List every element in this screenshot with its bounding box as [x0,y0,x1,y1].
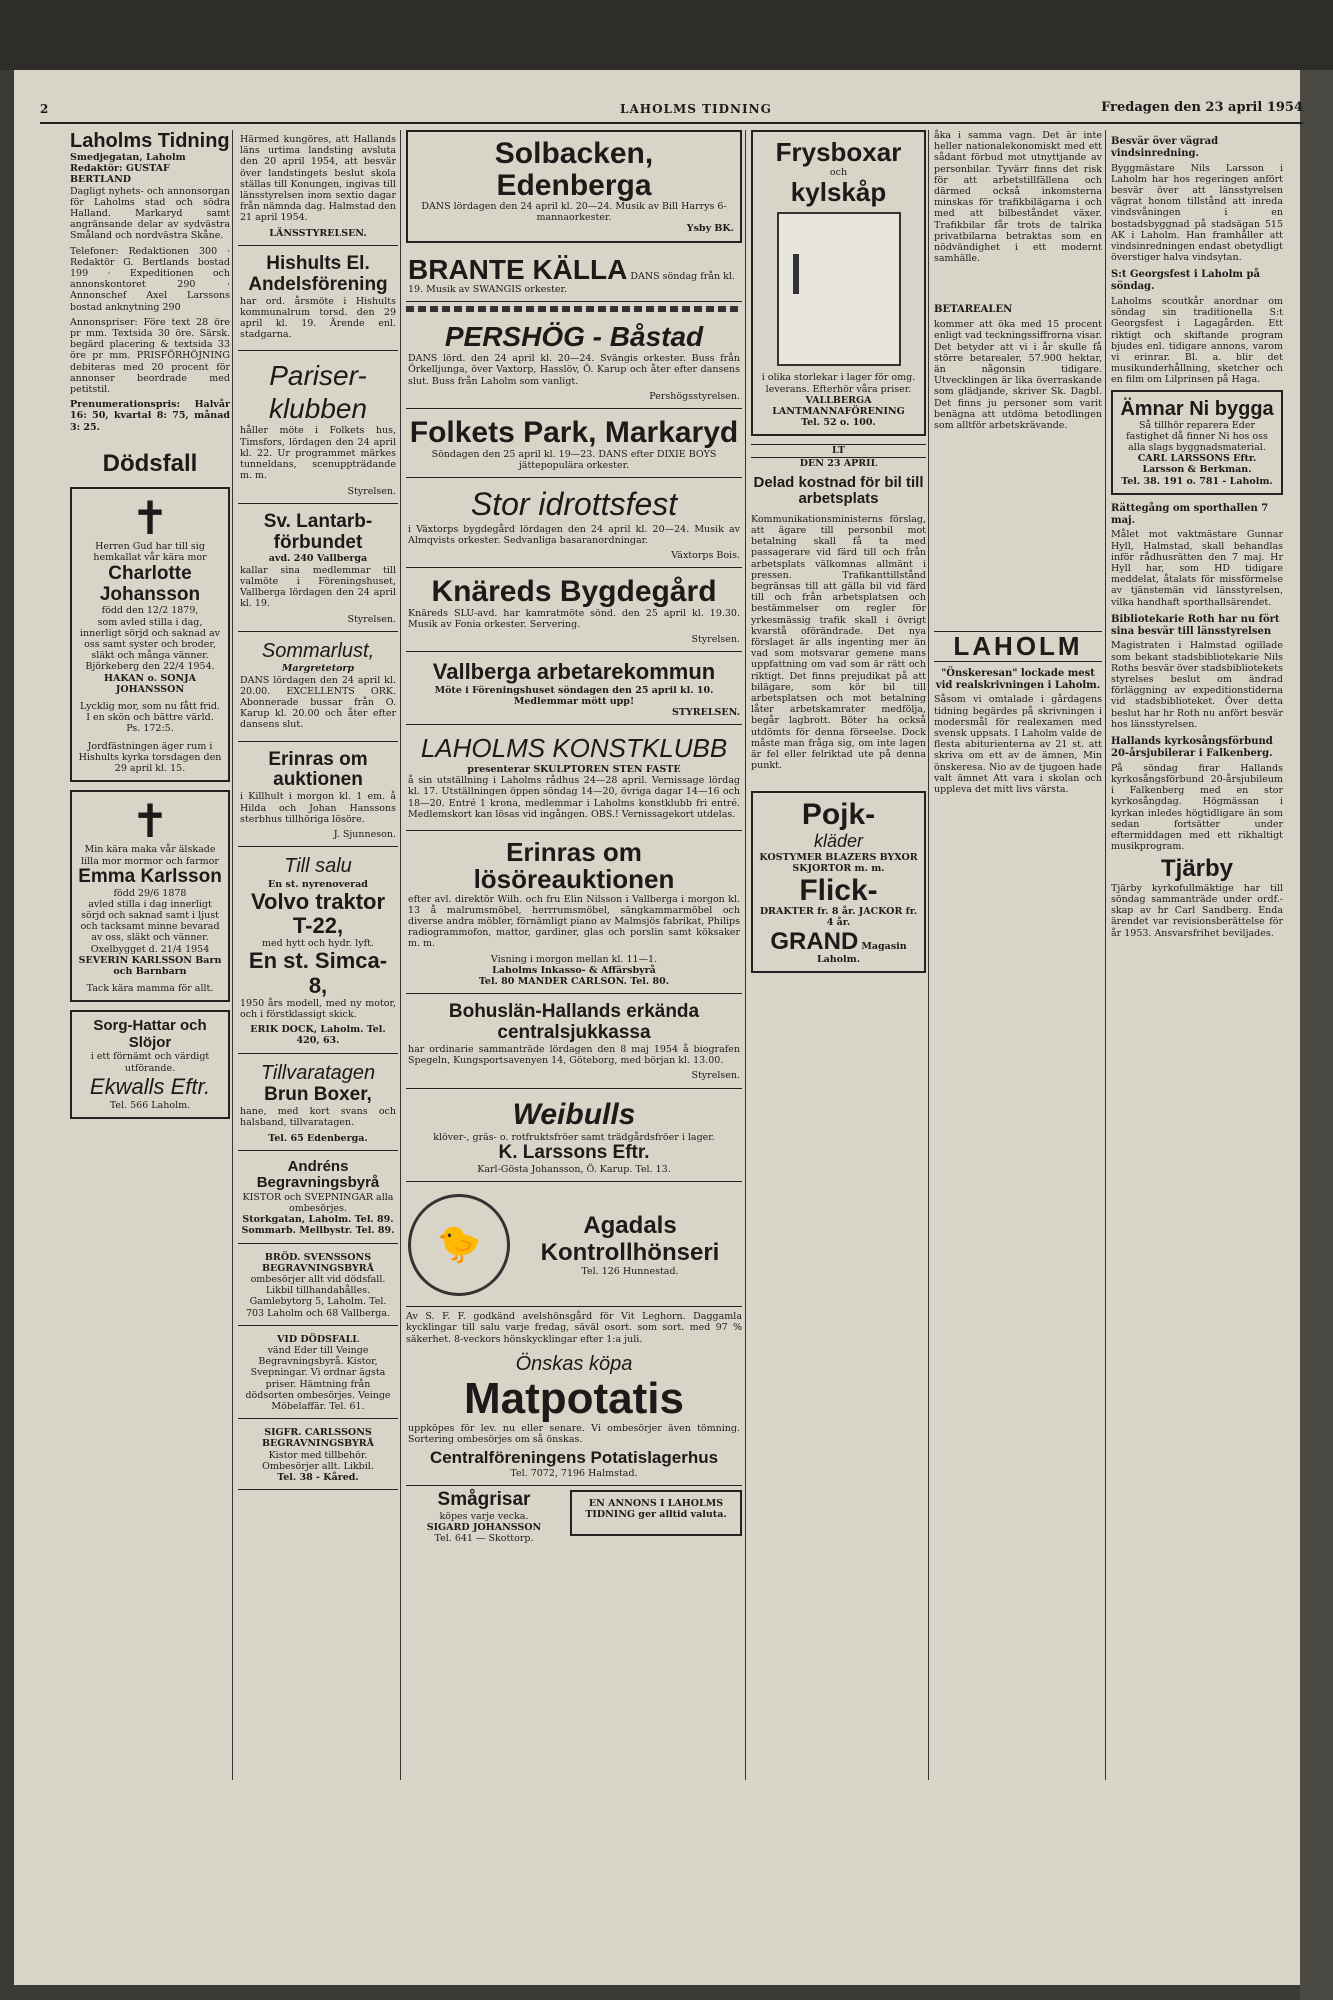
folkets-text: Söndagen den 25 april kl. 19—23. DANS efter DIXIE BOYS jättepopulära orkester. [431,448,717,471]
agadal-title: Agadals Kontrollhönseri [540,1212,720,1266]
weibulls-logo: Weibulls [512,1097,636,1131]
andrens-title: Andréns Begravningsbyrå [256,1157,380,1192]
masthead-subscription: Prenumerationspris: Halvår 16: 50, kvartal 8: 75, månad 3: 25. [70,399,230,433]
weibulls-sub: klöver-, gräs- o. rotfruktsfröer samt trädgårdsfröer i lager. [433,1131,715,1143]
auktion-sign: J. Sjunneson. [333,828,396,840]
annons-box [570,1490,742,1537]
dodsfall-text: vänd Eder till Veinge Begravningsbyrå. Kistor, Svepningar. Vi ordnar ägsta priser. Hämtning från dödsorten ombesörjes. Veinge Möbelaffär. Tel. 61. [245,1345,391,1413]
auktion-text: i Killhult i morgon kl. 1 em. å Hilda och Johan Hanssons sterbhus tillhöriga lösöre. [240,791,396,825]
losore-view: Visning i morgon mellan kl. 11—1. [490,953,658,965]
onskas-title: Önskas köpa [515,1352,633,1375]
tjarby-heading: Tjärby [1160,855,1234,883]
besvar-heading: Besvär över vägrad vindsinredning. [1111,136,1219,159]
grand-sub: Magasin Laholm. [816,940,907,965]
ekwalls-logo: Ekwalls Eftr. [89,1073,211,1099]
volvo-sub: med hytt och hydr. lyft. [262,938,374,950]
bibl-text: Magistraten i Halmstad ogillade som bekant stadsbibliotekarie Nils Roths besvär över stadsbibliotekets styrelses beslut om ändrad förläggning av expeditionstiderna vid stadsbiblioteket. Över detta beslut har hr Roth nu anfört besvär hos länsstyrelsen. [1111,640,1283,730]
tjarby-text: Tjärby kyrkofullmäktige har till söndag sammanträde under ordf.-skap av hr Carl Sandberg. Enda ärendet var revisionsberättelse för år 1953. Ansvarsfrihet beviljades. [1111,882,1283,939]
bohus-sign: Styrelsen. [691,1070,740,1082]
pariser-sign: Styrelsen. [347,485,396,497]
death-2-text: avled stilla i dag innerligt sörjd och saknad samt i ljust och tacksamt minne bevarad av oss, släkt och vänner. [80,898,220,944]
death-1-place: Björkeberg den 22/4 1954. [85,661,215,673]
masthead-desc: Dagligt nyhets- och annonsorgan för Laholms stad och södra Halland. Markaryd samt angränsande delar av sydvästra Småland och nordvästra Skåne. [70,185,230,242]
pojk-ad [751,791,926,972]
simca-title: En st. Simca-8, [248,948,388,998]
frys-text: i olika storlekar i lager för omg. leverans. Efterhör våra priser. [761,372,916,395]
svensson-text: ombesörjer allt vid dödsfall. Likbil tillhandahålles. Gamlebytorg 5, Laholm. Tel. 703 Laholm och 68 Vallberga. [245,1273,391,1319]
larssons-sub: Karl-Gösta Johansson, Ö. Karup. Tel. 13. [477,1164,671,1175]
losore-text: efter avl. direktör Wilh. och fru Elin Nilsson i Vallberga i morgon kl. 13 å malrumsmöbel, herrrumsmöbel, sängkammarmöbel och diverse andra möbler, förnämligt piano av Malmsjös fabrikat, Philips radiogrammofon, mattor, gardiner, glas och porslin samt köksaker m. m. [408,893,740,950]
knareds-title: Knäreds Bygdegård [431,575,717,609]
frys-seller: VALLBERGA LANTMANNAFÖRENING [772,394,905,417]
hishult-title: Hishults El. Andelsförening [248,252,388,295]
cross-icon: ✝ [130,491,170,546]
column-6 [1111,130,1283,943]
solbacken-title: Solbacken, Edenberga [494,137,654,202]
carlsson-text: Kistor med tillbehör. Ombesörjer allt. Likbil. [262,1449,374,1472]
bibl-heading: Bibliotekarie Roth har nu fört sina besvär till länsstyrelsen [1111,613,1280,637]
frys-title: Frysboxar [775,137,902,167]
lan-notice: Härmed kungöres, att Hallands läns urtima landsting avsluta den 20 april 1954, att besvär över landstingets beslut skola ställas till Konungen, ingivas till länsstyrelsen inom sextio dagar från nämnda dag. Halmstad den 21 april 1954. [240,134,396,224]
pershog-title: PERSHÖG - Båstad [444,321,704,353]
bygga-title: Ämnar Ni bygga [1120,397,1274,420]
vallberga-sign: STYRELSEN. [671,707,740,719]
carlsson-tel: Tel. 38 - Kåred. [277,1472,359,1484]
konst-text: å sin utställning i Laholms rådhus 24—28 april. Vernissage lördag kl. 17. Utställningen öppen söndag 14—20, övriga dagar 14—16 och 18—20. Entré 1 krona, medlemmar i Laholms konstklubb fri entré. Medlemskort kan lösas vid ingången. OBS.! Vernissagekort utdelas. [408,775,740,820]
lantarb-sign: Styrelsen. [347,613,396,625]
death-1-verse: Lycklig mor, som nu fått frid. I en skön och bättre värld. [80,701,220,724]
lantarb-text: kallar sina medlemmar till valmöte i Föreningshuset, Vallberga lördagen den 24 april kl. 19. [240,564,396,610]
sorg-title: Sorg-Hattar och Slöjor [93,1017,207,1051]
potatis-title: Matpotatis [464,1374,684,1424]
masthead-editor: Redaktör: GUSTAF BERTLAND [70,163,170,186]
delad-text: Kommunikationsministerns förslag, att ägare till personbil mot betalning skall få ta med passagerare vid färd till och från arbetsplats välkomnas allmänt i pressen. Trafikanttillstånd begränsas till att gälla bil vid färd till och från arbetsplatsen och bestämmelser om regler för yrkesmässig trafik skall i övrigt kvarstå oförändrade. Det nya förslaget är alls ingenting mer än vad som motsvarar gemene mans uppfattning om vad som är rätt och riktigt. Det finns prejudikat på att bilägare, som kör bil till arbetsplatsen och mot betalning låter arbetskamrater medfölja, begår lagbrott. Böter ha också utdömts för denna förseelse. Dock måste man fråga sig, om inte lagen är fel eller felriktad ute på denna punkt. [751,513,926,772]
bohus-text: har ordinarie sammanträde lördagen den 8 maj 1954 å biografen Spegeln, Kungsportsavenyen 14, Göteborg, med början kl. 13.00. [408,1043,740,1067]
pariser-text: håller möte i Folkets hus, Timsfors, lördagen den 24 april kl. 22. Ur programmet märkes tunneldans, scenuppträdande m. m. [240,425,396,482]
knareds-sign: Styrelsen. [691,634,740,646]
vallberga-text: Möte i Föreningshuset söndagen den 25 april kl. 10. Medlemmar mött upp! [434,684,714,707]
vallberga-title: Vallberga arbetarekommun [432,659,716,685]
death-1-born: född den 12/2 1879, [101,605,199,617]
volvo-title: Volvo traktor T-22, [250,888,386,939]
agadal-tel: Tel. 126 Hunnestad. [581,1265,679,1277]
lt-date: DEN 23 APRIL [799,457,878,469]
deaths-title: Dödsfall [102,449,198,477]
grand-logo: GRAND [770,927,859,955]
folkets-title: Folkets Park, Markaryd [409,416,739,450]
losore-tel: Tel. 80 MANDER CARLSON. Tel. 80. [478,975,670,987]
fridge-icon [777,212,901,366]
onskeresan-text: Såsom vi omtalade i gårdagens tidning begärdes på skrivningen i modersmål för realexamen med svensk uppsats. I Laholm valde de flesta abiturienterna av 21 st. att skriva om ett av de ämnen, Min önskeresa. Nio av de tjugoen hade valt ämnet Att vara i skolan och uppleva det mitt livs värsta. [934,694,1102,796]
smagris-sub: köpes varje vecka. [439,1510,529,1522]
betareal-text: kommer att öka med 15 procent enligt vad teckningssiffrorna visar. Det betyder att vi i år skulle få större betarealer, 57.900 hektar, än någonsin tidigare. Utvecklingen är lika överraskande som glädjande, skriver Sk. Dagbl. Det finns ju personer som varit benägna att utdöma betodlingen som alltför arbetskrävande. [934,319,1102,432]
tillsalu-title: Till salu [284,855,352,878]
pariser-title: Pariser-klubben [268,360,368,425]
brante-title: BRANTE KÄLLA [408,253,628,285]
frys-tel: Tel. 52 o. 100. [801,417,876,429]
central-tel: Tel. 7072, 7196 Halmstad. [510,1467,638,1479]
pershog-sign: Pershögsstyrelsen. [649,390,740,402]
svensson-title: BRÖD. SVENSSONS BEGRAVNINGSBYRÅ [261,1251,375,1274]
death-2-name: Emma Karlsson [78,865,222,887]
sommar-sub: Margretetorp [281,663,355,675]
onskeresan-heading: "Önskeresan" lockade mest vid realskrivningen i Laholm. [935,667,1101,691]
death-1-intro: Herren Gud har till sig hemkallat vår kära mor [93,541,207,564]
potatis-text: uppköpes för lev. nu eller senare. Vi ombesörjer även tömning. Sortering ombesörjes om så önskas. [408,1422,740,1445]
chick-icon: 🐤 [408,1194,510,1296]
carlsson-title: SIGFR. CARLSSONS BEGRAVNINGSBYRÅ [261,1427,375,1450]
pojk-list: KOSTYMER BLAZERS BYXOR SKJORTOR m. m. [759,852,918,875]
bygga-tel: Tel. 38. 191 o. 781 - Laholm. [1121,475,1273,487]
smagris-title: Smågrisar [437,1488,531,1510]
simca-text: 1950 års modell, med ny motor, och i förstklassigt skick. [240,997,396,1021]
death-2-place: Oxelbygget d. 21/4 1954 [90,943,210,955]
death-notice-1 [70,487,230,782]
column-5 [934,130,1102,799]
losore-title: Erinras om lösöreauktionen [473,836,675,895]
sigard-tel: Tel. 641 — Skottorp. [434,1533,534,1545]
annons-text: EN ANNONS I LAHOLMS TIDNING ger alltid valuta. [585,1497,727,1521]
death-2-intro: Min kära maka vår älskade lilla mor mormor och farmor [81,844,219,867]
death-1-ps: Ps. 172:5. [126,723,174,735]
auktion-title: Erinras om auktionen [268,748,368,791]
solbacken-ad [406,130,742,243]
besvar-text: Byggmästare Nils Larsson i Laholm har hos regeringen anfört besvär över att länsstyrelsen vägrat honom tillstånd att inreda vindsvåningen i en bostadsbyggnad på stadsägan 515 AK i Laholm. Han framhåller att vindsinredningen endast obetydligt överstiger halva vindsytan. [1111,162,1283,264]
idrott-text: i Växtorps bygdegård lördagen den 24 april kl. 20—24. Musik av Almqvists orkester. Sedvanliga basaranordningar. [408,523,740,546]
masthead-address: Smedjegatan, Laholm [70,152,186,163]
column-4 [751,130,926,981]
bygga-text: Så tillhör reparera Eder fastighet då finner Ni hos oss alla slags byggnadsmaterial. [1126,419,1268,454]
ratt-text: Målet mot vaktmästare Gunnar Hyll, Halmstad, skall behandlas inför rådhusrätten den 7 maj. Hr Hyll har, som HD tidigare meddelat, åtalats för missförmelse av tjänstemän vid länsstyrelsen, vilka handhaft sporthallsärendet. [1111,529,1283,608]
bygga-ad [1111,390,1283,495]
bygga-sign: CARL LARSSONS Eftr. Larsson & Berkman. [1137,453,1257,476]
sorg-sub: i ett förnämt och värdigt utförande. [90,1051,210,1074]
frys-ad [751,130,926,436]
page-header [40,100,1303,124]
death-1-text: som avled stilla i dag, innerligt sörjd och saknad av oss samt syster och broder, släkt och många vänner. [79,616,220,662]
tillsalu-sub: En st. nyrenoverad [268,878,368,890]
georg-text: Laholms scoutkår anordnar om söndag sin traditionella S:t Georgsfest i Lagagården. Ett riktigt och skiftande program bjudes enl. tidigare annons, varom vi erinrar. Bl. a. blir det musikunderhållning, sketcher och en film om Lilprinsen på Haga. [1111,296,1283,386]
page-date: Fredagen den 23 april 1954 [1101,100,1303,115]
ekwalls-tel: Tel. 566 Laholm. [109,1099,191,1111]
idrott-sign: Växtorps Bois. [671,550,740,562]
masthead-phones: Telefoner: Redaktionen 300 · Redaktör G. Bertlands bostad 199 · Expeditionen och annonskontoret 290 · Annonschef Axel Larssons bostad anknytning 290 [70,245,230,313]
hallands-text: På söndag firar Hallands kyrkosångsförbund 20-årsjubileum i Falkenberg med en stor kyrkosångdag. Högmässan i kyrkan inledes högtidligare än som sedan fortsätter under eftermiddagen med ett rikhaltigt musikprogram. [1111,762,1283,853]
andrens-tel: Storkgatan, Laholm. Tel. 89. Sommarb. Mellbystr. Tel. 89. [241,1214,395,1237]
lan-notice-sign: LÄNSSTYRELSEN. [269,227,367,239]
tillvaratagen-title: Tillvaratagen [260,1061,376,1084]
lantarb-title: Sv. Lantarb-förbundet [263,510,373,553]
masthead: Laholms Tidning [70,130,230,152]
idrott-title: Stor idrottsfest [470,485,678,522]
andrens-sub: KISTOR och SVEPNINGAR alla ombesörjes. [242,1191,394,1214]
sommar-title: Sommarlust, [261,639,375,662]
klader-title: kläder [813,830,864,851]
column-1 [70,130,230,1127]
flick-list: DRAKTER fr. 8 år. JACKOR fr. 4 år. [759,906,918,929]
delad-title: Delad kostnad för bil till arbetsplats [753,473,924,508]
laholm-heading: LAHOLM [934,631,1102,662]
page-number: 2 [40,102,49,116]
column-3 [406,130,742,1544]
frys-och: och [829,166,848,178]
lantarb-sub: avd. 240 Vallberga [268,553,368,565]
hallands-heading: Hallands kyrkosångsförbund 20-årsjubilerar i Falkenberg. [1111,736,1273,759]
boxer-tel: Tel. 65 Edenberga. [268,1132,368,1144]
losore-sign: Laholms Inkasso- & Affärsbyrå [492,964,656,976]
death-2-born: född 29/6 1878 [113,887,187,899]
georg-heading: S:t Georgsfest i Laholm på söndag. [1111,269,1260,293]
solbacken-sign: Ysby BK. [686,223,734,235]
dodsfall-title: VID DÖDSFALL [277,1333,359,1345]
larssons-title: K. Larssons Eftr. [498,1142,650,1164]
sorg-ad [70,1010,230,1119]
betareal-heading: BETAREALEN [934,304,1013,316]
lt-logo: LT [751,444,926,457]
agadal-text: Av S. F. F. godkänd avelshönsgård för Vit Leghorn. Daggamla kycklingar till salu varje fredag, säväl osort. som sort. med 97 % säkerhet. 8-veckors hönskycklingar efter 1:a juli. [406,1311,742,1345]
paper-name: LAHOLMS TIDNING [620,102,772,116]
pojk-title: Pojk- [801,798,876,832]
knareds-text: Knäreds SLU-avd. har kamratmöte sönd. den 25 april kl. 19.30. Musik av Fonia orkester. Servering. [408,607,740,631]
dock-sign: ERIK DOCK, Laholm. Tel. 420, 63. [250,1024,386,1047]
kyl-title: kylskåp [790,176,887,207]
sigard-name: SIGARD JOHANSSON [426,1521,542,1533]
ratt-heading: Rättegång om sporthallen 7 maj. [1111,502,1269,526]
solbacken-text: DANS lördagen den 24 april kl. 20—24. Musik av Bill Harrys 6-mannaorkester. [421,201,727,224]
death-notice-2 [70,790,230,1002]
death-1-family: HAKAN o. SONJA JOHANSSON [103,672,197,695]
column-2 [238,130,398,1494]
flick-title: Flick- [799,873,878,907]
bohus-title: Bohuslän-Hallands erkända centralsjukkassa [448,1001,700,1044]
masthead-prices: Annonspriser: Före text 28 öre pr mm. Textsida 30 öre. Särsk. begärd placering & textsida 33 öre pr mm. PRISFÖRHÖJNING debiteras med 20 procent för annonser beordrade med petitstil. [70,316,230,396]
pershog-text: DANS lörd. den 24 april kl. 20—24. Svängis orkester. Buss från Örkelljunga, över Vaxtorp, Hasslöv, Ö. Karup och åter efter dansens slut. Buss från Laholm som vanligt. [408,353,740,387]
central-title: Centralföreningens Potatislagerhus [429,1448,719,1467]
sommar-text: DANS lördagen den 24 april kl. 20.00. EXCELLENTS ORK. Abonnerade bussar från O. Karup kl. 20.00 och åter efter dansens slut. [240,674,396,731]
page-fold-shadow [1300,70,1333,2000]
konst-sub: presenterar SKULPTOREN STEN FASTE [467,763,681,775]
death-1-funeral: Jordfästningen äger rum i Hishults kyrka torsdagen den 29 april kl. 15. [78,740,222,775]
death-1-name: Charlotte Johansson [99,562,201,605]
brante-text: DANS söndag från kl. 19. Musik av SWANGIS orkester. [408,270,735,295]
hishult-text: har ord. årsmöte i Hishults kommunalrum torsd. den 29 april kl. 19. Ärende enl. stadgarna. [240,295,396,341]
konst-title: LAHOLMS KONSTKLUBB [420,733,728,764]
death-2-family: SEVERIN KARLSSON Barn och Barnbarn [78,954,222,978]
boxer-title: Brun Boxer, [264,1084,372,1106]
death-2-verse: Tack kära mamma för allt. [86,983,214,995]
boxer-text: hane, med kort svans och halsband, tillvaratagen. [240,1106,396,1129]
col5-text: åka i samma vagn. Det är inte heller nationalekonomiskt med ett sådant förbud mot utnyttjande av personbilar. Tyvärr finns det risk för att arbetstillfällena och därmed också inkomsterna minskas för trafikbilägarna i och med att bilbeståndet växer. Trafikbilar får trots de talrika privatbilarna betraktas som en nödvändighet i ett modernt samhälle. [934,130,1102,265]
cross-icon: ✝ [130,794,170,849]
